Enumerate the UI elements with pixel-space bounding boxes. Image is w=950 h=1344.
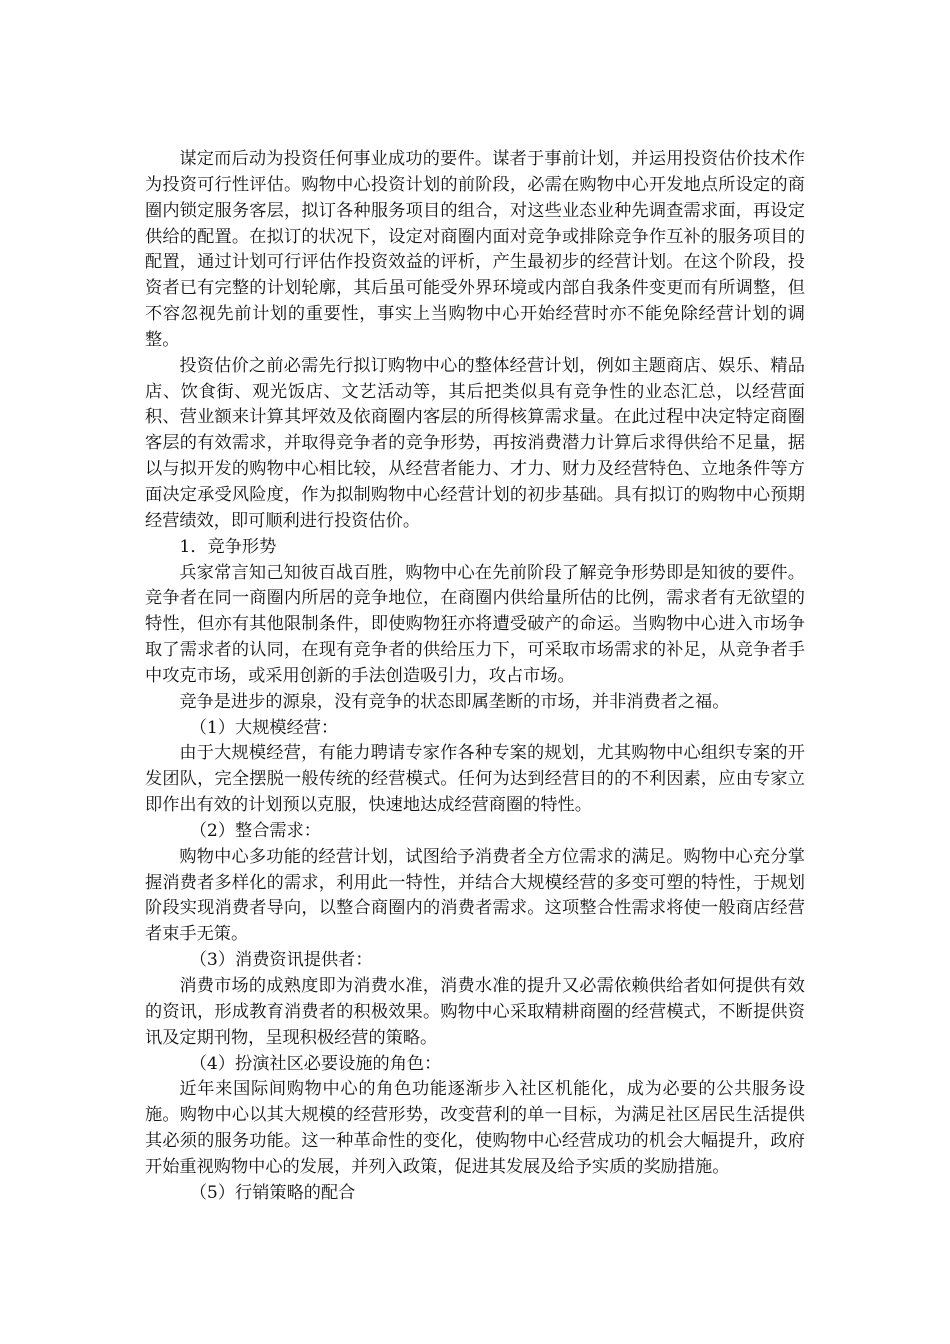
paragraph-community-role: 近年来国际间购物中心的角色功能逐渐步入社区机能化，成为必要的公共服务设施。购物中心以其大规模的经营形势，改变营利的单一目标，为满足社区居民生活提供其必须的服务功能。这一种革命性的变化，使购物中心经营成功的机会大幅提升，政府开始重视购物中心的发展，并列入政策，促进其发展及给予实质的奖励措施。 <box>145 1079 805 1177</box>
paragraph-competition: 兵家常言知己知彼百战百胜，购物中心在先前阶段了解竞争形势即是知彼的要件。竞争者在同一商圈内所居的竞争地位，在商圈内供给量所估的比例，需求者有无欲望的特性，但亦有其他限制条件，即使购物狂亦将遭受破产的命运。当购物中心进入市场争取了需求者的认同，在现有竞争者的供给压力下，可采取市场需求的补足，从竞争者手中攻克市场，或采用创新的手法创造吸引力，攻占市场。 <box>145 562 805 686</box>
paragraph-valuation: 投资估价之前必需先行拟订购物中心的整体经营计划，例如主题商店、娱乐、精品店、饮食街、观光饭店、文艺活动等，其后把类似具有竞争性的业态汇总，以经营面积、营业额来计算其坪效及依商圈内客层的所得核算需求量。在此过程中决定特定商圈客层的有效需求，并取得竞争者的竞争形势，再按消费潜力计算后求得供给不足量，据以与拟开发的购物中心相比较，从经营者能力、才力、财力及经营特色、立地条件等方面决定承受风险度，作为拟制购物中心经营计划的初步基础。具有拟订的购物中心预期经营绩效，即可顺利进行投资估价。 <box>145 355 805 531</box>
document-body <box>145 147 805 1207</box>
subheading-info-provider: （3）消费资讯提供者： <box>189 950 373 971</box>
subheading-large-scale: （1）大规模经营： <box>189 717 339 738</box>
paragraph-integrate-demand: 购物中心多功能的经营计划，试图给予消费者全方位需求的满足。购物中心充分掌握消费者多样化的需求，利用此一特性，并结合大规模经营的多变可塑的特性，于规划阶段实现消费者导向，以整合商圈内的消费者需求。这项整合性需求将使一般商店经营者束手无策。 <box>145 846 805 945</box>
subheading-marketing-strategy: （5）行销策略的配合 <box>189 1182 356 1203</box>
paragraph-info-provider: 消费市场的成熟度即为消费水准，消费水准的提升又必需依赖供给者如何提供有效的资讯，形成教育消费者的积极效果。购物中心采取精耕商圈的经营模式，不断提供资讯及定期刊物，呈现积极经营的策略。 <box>145 976 805 1048</box>
paragraph-planning: 谋定而后动为投资任何事业成功的要件。谋者于事前计划，并运用投资估价技术作为投资可行性评估。购物中心投资计划的前阶段，必需在购物中心开发地点所设定的商圈内锁定服务客层，拟订各种服务项目的组合，对这些业态业种先调查需求面，再设定供给的配置。在拟订的状况下，设定对商圈内面对竞争或排除竞争作互补的服务项目的配置，通过计划可行评估作投资效益的评析，产生最初步的经营计划。在这个阶段，投资者已有完整的计划轮廓，其后虽可能受外界环境或内部自我条件变更而有所调整，但不容忽视先前计划的重要性，事实上当购物中心开始经营时亦不能免除经营计划的调整。 <box>145 149 805 350</box>
section-heading-competition: 1．竞争形势 <box>179 536 277 557</box>
paragraph-large-scale: 由于大规模经营，有能力聘请专家作各种专案的规划，尤其购物中心组织专案的开发团队，完全摆脱一般传统的经营模式。任何为达到经营目的的不利因素，应由专家立即作出有效的计划预以克服，快速地达成经营商圈的特性。 <box>145 743 805 816</box>
subheading-community-role: （4）扮演社区必要设施的角色： <box>189 1053 442 1074</box>
subheading-integrate-demand: （2）整合需求： <box>189 820 321 841</box>
paragraph-competition-source: 竞争是进步的源泉，没有竞争的状态即属垄断的市场，并非消费者之福。 <box>179 691 730 712</box>
